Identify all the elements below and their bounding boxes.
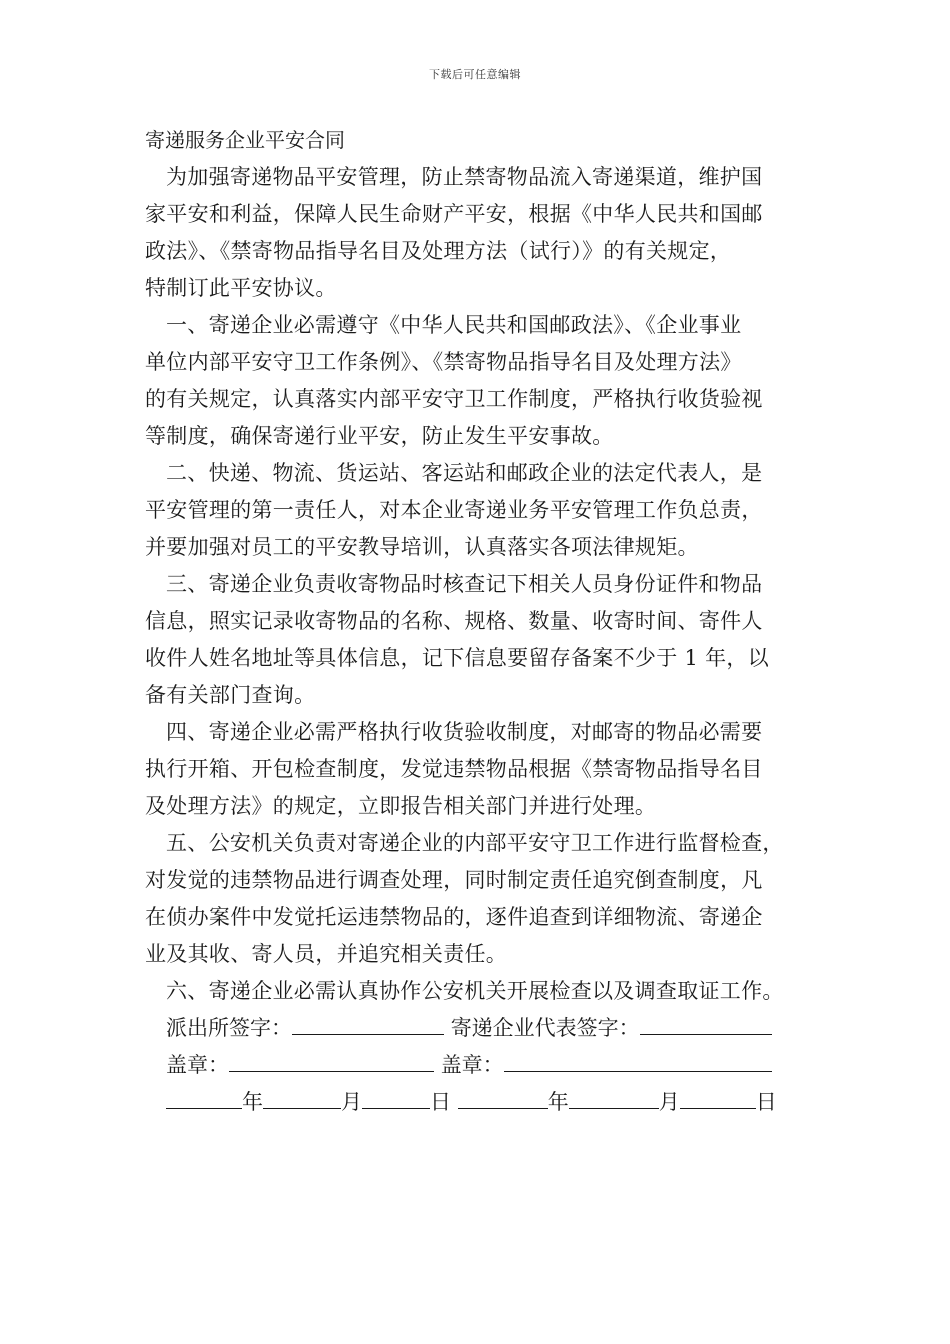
company-signature-label: 寄递企业代表签字： <box>450 1016 640 1040</box>
paragraph-line: 对发觉的违禁物品进行调查处理，同时制定责任追究倒查制度，凡 <box>145 868 763 892</box>
company-signature-field[interactable] <box>640 1012 772 1035</box>
document-title: 寄递服务企业平安合同 <box>145 128 345 152</box>
seal-label-left: 盖章： <box>166 1053 229 1077</box>
company-year-field[interactable] <box>458 1086 548 1109</box>
paragraph-line: 特制订此平安协议。 <box>145 276 337 300</box>
signature-row <box>145 1010 815 1047</box>
seal-row <box>145 1047 815 1084</box>
clause-1 <box>145 307 815 455</box>
paragraph-line: 业及其收、寄人员，并追究相关责任。 <box>145 942 508 966</box>
police-signature-label: 派出所签字： <box>166 1016 292 1040</box>
police-day-field[interactable] <box>362 1086 430 1109</box>
paragraph-line: 三、寄递企业负责收寄物品时核查记下相关人员身份证件和物品 <box>166 572 763 596</box>
year-label: 年 <box>547 1090 569 1114</box>
year-label: 年 <box>242 1090 263 1114</box>
paragraph-line: 备有关部门查询。 <box>145 683 316 707</box>
month-label: 月 <box>658 1090 680 1114</box>
clause-6 <box>145 973 815 1010</box>
document-body <box>145 122 815 1121</box>
paragraph-line: 政法》、《禁寄物品指导名目及处理方法（试行）》的有关规定， <box>145 239 732 263</box>
clause-4 <box>145 714 815 825</box>
paragraph-line: 等制度，确保寄递行业平安，防止发生平安事故。 <box>145 424 614 448</box>
paragraph-line: 四、寄递企业必需严格执行收货验收制度，对邮寄的物品必需要 <box>166 720 763 744</box>
paragraph-intro <box>145 159 815 307</box>
company-seal-field[interactable] <box>504 1049 772 1072</box>
police-signature-field[interactable] <box>292 1012 444 1035</box>
day-label: 日 <box>755 1090 777 1114</box>
police-seal-field[interactable] <box>229 1049 434 1072</box>
paragraph-line: 一、寄递企业必需遵守《中华人民共和国邮政法》、《企业事业 <box>166 313 742 337</box>
police-month-field[interactable] <box>263 1086 341 1109</box>
paragraph-line: 收件人姓名地址等具体信息，记下信息要留存备案不少于 1 年，以 <box>145 646 770 670</box>
month-label: 月 <box>341 1090 362 1114</box>
paragraph-line: 单位内部平安守卫工作条例》、《禁寄物品指导名目及处理方法》 <box>145 350 742 374</box>
seal-label-right: 盖章： <box>440 1053 504 1077</box>
paragraph-line: 及处理方法》的规定，立即报告相关部门并进行处理。 <box>145 794 657 818</box>
police-year-field[interactable] <box>166 1086 242 1109</box>
paragraph-line: 平安管理的第一责任人，对本企业寄递业务平安管理工作负总责， <box>145 498 763 522</box>
paragraph-line: 的有关规定，认真落实内部平安守卫工作制度，严格执行收货验视 <box>145 387 763 411</box>
clause-3 <box>145 566 815 714</box>
paragraph-line: 信息，照实记录收寄物品的名称、规格、数量、收寄时间、寄件人 <box>145 609 763 633</box>
company-month-field[interactable] <box>569 1086 659 1109</box>
clause-2 <box>145 455 815 566</box>
paragraph-line: 并要加强对员工的平安教导培训，认真落实各项法律规矩。 <box>145 535 699 559</box>
company-day-field[interactable] <box>680 1086 756 1109</box>
paragraph-line: 二、快递、物流、货运站、客运站和邮政企业的法定代表人，是 <box>166 461 763 485</box>
paragraph-line: 执行开箱、开包检查制度，发觉违禁物品根据《禁寄物品指导名目 <box>145 757 763 781</box>
paragraph-line: 五、公安机关负责对寄递企业的内部平安守卫工作进行监督检查， <box>166 831 784 855</box>
paragraph-line: 为加强寄递物品平安管理，防止禁寄物品流入寄递渠道，维护国 <box>166 165 763 189</box>
paragraph-line: 六、寄递企业必需认真协作公安机关开展检查以及调查取证工作。 <box>166 979 784 1003</box>
day-label: 日 <box>430 1090 451 1114</box>
date-row <box>145 1084 815 1121</box>
paragraph-line: 在侦办案件中发觉托运违禁物品的，逐件追查到详细物流、寄递企 <box>145 905 763 929</box>
clause-5 <box>145 825 815 973</box>
page-header: 下载后可任意编辑 <box>429 68 521 81</box>
paragraph-line: 家平安和利益，保障人民生命财产平安，根据《中华人民共和国邮 <box>145 202 763 226</box>
